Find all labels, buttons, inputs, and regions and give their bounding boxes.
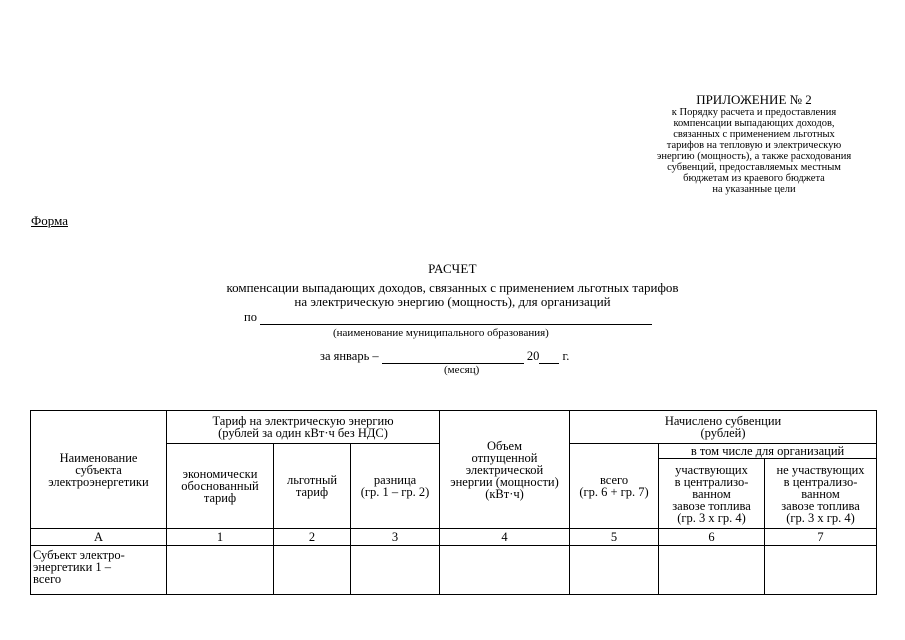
- header-economic-tariff: экономически обоснованный тариф: [167, 444, 274, 529]
- municipality-hint: (наименование муниципального образования): [333, 327, 549, 339]
- document-title: РАСЧЕТ: [428, 261, 477, 276]
- header-participating: участвующих в централизо- ванном завозе топлива (гр. 3 х гр. 4): [659, 459, 765, 529]
- period-row: [320, 349, 569, 364]
- column-number: А: [31, 529, 167, 546]
- appendix-line: энергию (мощность), а также расходования: [656, 151, 852, 162]
- row-subject-name: Субъект электро- энергетики 1 – всего: [31, 546, 167, 595]
- appendix-line: субвенций, предоставляемых местным: [667, 162, 841, 173]
- appendix-text: [628, 107, 880, 195]
- form-label: Форма: [31, 213, 68, 228]
- column-number: 6: [659, 529, 765, 546]
- header-tariff-group: Тариф на электрическую энергию (рублей за один кВт·ч без НДС): [167, 411, 440, 444]
- appendix-line: бюджетам из краевого бюджета: [683, 173, 825, 184]
- column-number: 7: [765, 529, 877, 546]
- municipality-row: [244, 310, 652, 325]
- calculation-table: [30, 410, 877, 595]
- year-suffix: г.: [562, 349, 570, 363]
- column-number: 4: [440, 529, 570, 546]
- data-cell[interactable]: [570, 546, 659, 595]
- appendix-title: ПРИЛОЖЕНИЕ № 2: [696, 92, 812, 107]
- appendix-line: связанных с применением льготных: [673, 129, 835, 140]
- header-tariff-difference: разница (гр. 1 – гр. 2): [351, 444, 440, 529]
- header-subsidy-group: Начислено субвенции (рублей): [570, 411, 877, 444]
- period-prefix: за январь –: [320, 349, 379, 363]
- header-including-group: в том числе для организаций: [659, 444, 877, 459]
- header-not-participating: не участвующих в централизо- ванном завозе топлива (гр. 3 х гр. 4): [765, 459, 877, 529]
- year-field[interactable]: [539, 351, 559, 364]
- data-cell[interactable]: [440, 546, 570, 595]
- data-cell[interactable]: [167, 546, 274, 595]
- column-number: 2: [274, 529, 351, 546]
- header-energy-volume: Объем отпущенной электрической энергии (мощности) (кВт·ч): [440, 411, 570, 529]
- header-subsidy-total: всего (гр. 6 + гр. 7): [570, 444, 659, 529]
- month-hint: (месяц): [444, 364, 480, 376]
- column-numbers-row: [31, 529, 877, 546]
- header-preferential-tariff: льготный тариф: [274, 444, 351, 529]
- column-number: 3: [351, 529, 440, 546]
- appendix-line: компенсации выпадающих доходов,: [673, 118, 835, 129]
- column-number: 5: [570, 529, 659, 546]
- data-cell[interactable]: [274, 546, 351, 595]
- appendix-line: тарифов на тепловую и электрическую: [666, 140, 842, 151]
- municipality-field[interactable]: [260, 312, 652, 325]
- appendix-line: на указанные цели: [712, 184, 796, 195]
- year-prefix: 20: [526, 349, 540, 363]
- data-cell[interactable]: [659, 546, 765, 595]
- table-row: [31, 546, 877, 595]
- data-cell[interactable]: [765, 546, 877, 595]
- column-number: 1: [167, 529, 274, 546]
- data-cell[interactable]: [351, 546, 440, 595]
- document-subtitle: [0, 281, 905, 309]
- municipality-prefix: по: [244, 310, 257, 324]
- month-field[interactable]: [382, 351, 524, 364]
- appendix-line: к Порядку расчета и предоставления: [671, 107, 837, 118]
- subtitle-line: компенсации выпадающих доходов, связанных с применением льготных тарифов: [226, 280, 679, 295]
- header-subject-name: Наименование субъекта электроэнергетики: [31, 411, 167, 529]
- subtitle-line: на электрическую энергию (мощность), для организаций: [294, 294, 611, 309]
- appendix-header: [628, 92, 880, 195]
